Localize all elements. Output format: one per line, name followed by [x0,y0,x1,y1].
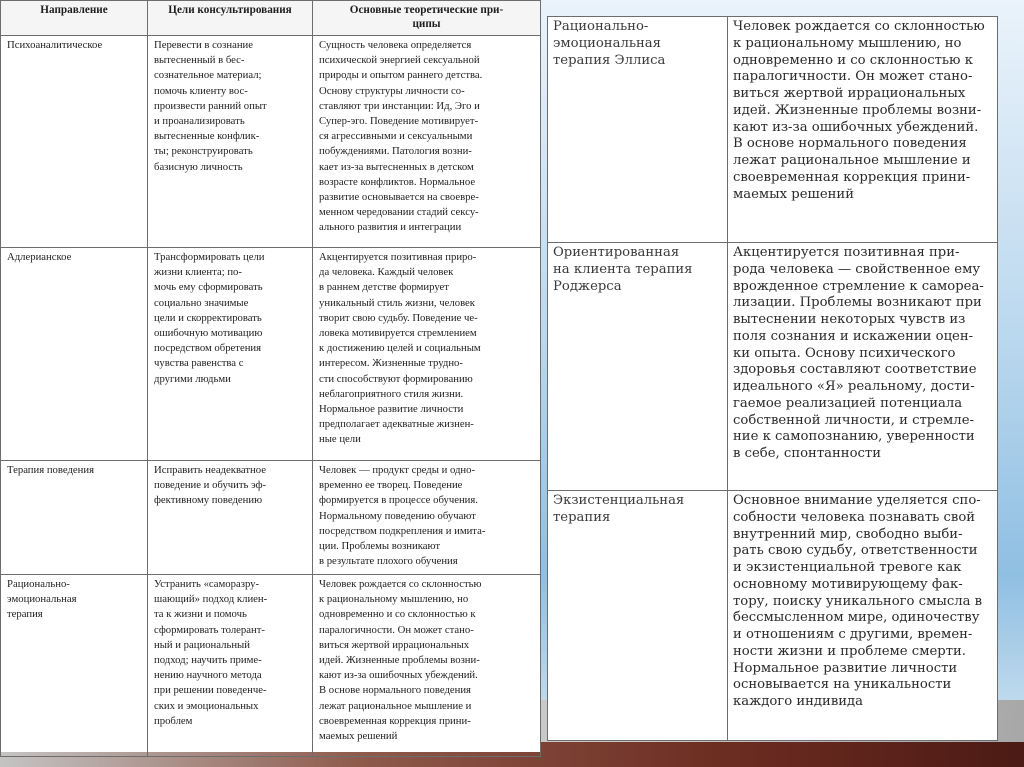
table-row [1,461,541,575]
table-row [1,36,541,248]
principles-cell: Человек рождается со склонностью к рациональному мышлению, но одновременно и со склонностью к паралогичности. Он может стано- виться жертвой иррациональных идей. Жизненные проблемы возни- кают из-за ошибочных убеждений. В основе нормального поведения лежат рациональное мышление и своевременная коррекция прини- маемых решений [313,575,541,757]
goals-cell: Трансформировать цели жизни клиента; по- мочь ему сформировать социально значимые цели и скорректировать ошибочную мотивацию посредством обретения чувства равенства с другими людьми [148,248,313,461]
table-row [1,248,541,461]
principles-cell: Человек — продукт среды и одно- временно ее творец. Поведение формируется в процессе обучения. Нормальному поведению обучают посредством подкрепления и имита- ции. Проблемы возникают в результате плохого обучения [313,461,541,575]
direction-cell: Ориентированная на клиента терапия Роджерса [548,243,728,491]
direction-cell: Терапия поведения [1,461,148,575]
header-direction: Направление [1,1,148,36]
table-row [1,575,541,757]
direction-cell: Экзистенциальная терапия [548,491,728,741]
goals-cell: Исправить неадекватное поведение и обучить эф- фективному поведению [148,461,313,575]
principles-cell: Акцентируется позитивная при- рода человека — свойственное ему врожденное стремление к самореа- лизации. Проблемы возникают при вытеснении некоторых чувств из поля сознания и искажении оцен- ки опыта. Основу психического здоровья составляют соответствие идеального «Я» реальному, дости- гаемое реализацией потенциала собственной личности, и стремле- ние к самопознанию, уверенности в себе, спонтанности [728,243,998,491]
direction-cell: Психоаналитическое [1,36,148,248]
principles-cell: Сущность человека определяется психической энергией сексуальной природы и опытом раннего детства. Основу структуры личности со- ставляют три инстанции: Ид, Эго и Супер-эго. Поведение мотивирует- ся агрессивными и сексуальными побуждениями. Патология возни- кает из-за вытесненных в детском возрасте конфликтов. Нормальное развитие основывается на своевре- менном чередовании стадий сексу- ального развития и интеграции [313,36,541,248]
direction-cell: Рационально- эмоциональная терапия Эллиса [548,17,728,243]
goals-cell: Перевести в сознание вытесненный в бес- сознательное материал; помочь клиенту вос- произвести ранний опыт и проанализировать вытесненные конфлик- ты; реконструировать базисную личность [148,36,313,248]
table-row [548,243,998,491]
right-table-panel [547,16,997,740]
header-principles: Основные теоретические при- ципы [313,1,541,36]
table-row [548,491,998,741]
principles-cell: Человек рождается со склонностью к рациональному мышлению, но одновременно и со склонностью к паралогичности. Он может стано- виться жертвой иррациональных идей. Жизненные проблемы возни- кают из-за ошибочных убеждений. В основе нормального поведения лежат рациональное мышление и своевременная коррекция прини- маемых решений [728,17,998,243]
direction-cell: Адлерианское [1,248,148,461]
table-header-row [1,1,541,36]
goals-cell: Устранить «саморазру- шающий» подход клиен- та к жизни и помочь сформировать толерант- ный и рациональный подход; научить приме- нению научного метода при решении поведенче- ских и эмоциональных проблем [148,575,313,757]
principles-cell: Акцентируется позитивная приро- да человека. Каждый человек в раннем детстве формирует уникальный стиль жизни, человек творит свою судьбу. Поведение че- ловека мотивируется стремлением к достижению целей и социальным интересом. Жизненные трудно- сти способствуют формированию неблагоприятного стиля жизни. Нормальное развитие личности предполагает адекватные жизнен- ные цели [313,248,541,461]
header-goals: Цели консультирования [148,1,313,36]
principles-cell: Основное внимание уделяется спо- собности человека познавать свой внутренний мир, свободно выби- рать свою судьбу, ответственности и экзистенциальной тревоге как основному мотивирующему фак- тору, поиску уникального смысла в бессмысленном мире, одиночеству и отношениям с другими, времен- ности жизни и проблеме смерти. Нормальное развитие личности основывается на уникальности каждого индивида [728,491,998,741]
table-row [548,17,998,243]
therapy-principles-table [547,16,998,741]
direction-cell: Рационально- эмоциональная терапия [1,575,148,757]
